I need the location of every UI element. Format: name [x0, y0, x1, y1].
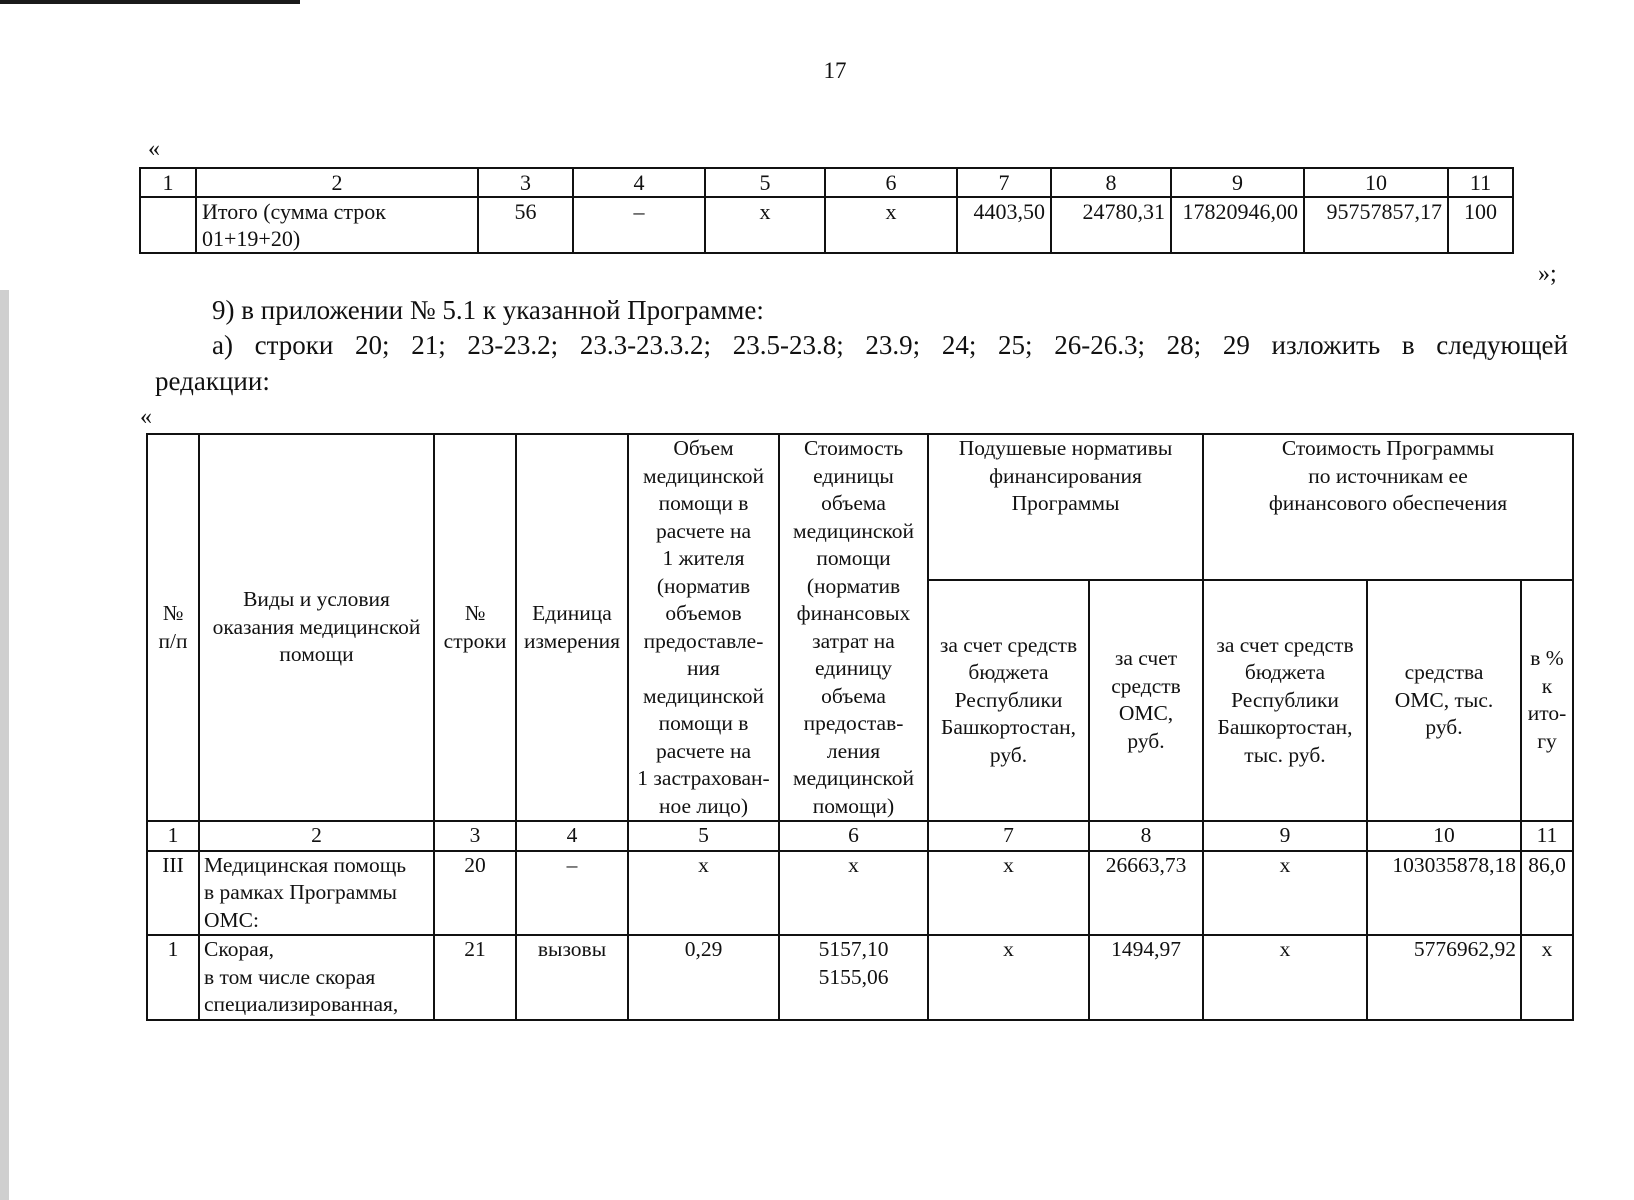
table-cell: x	[825, 197, 957, 253]
col-number: 2	[199, 821, 434, 851]
header-num	[147, 434, 199, 821]
header-line: №	[464, 601, 486, 625]
word: 24;	[941, 330, 977, 360]
col-number: 1	[147, 821, 199, 851]
table-cell	[779, 935, 928, 1020]
close-quote-1: »;	[1538, 261, 1557, 287]
header-line: бюджета	[968, 660, 1049, 685]
header-unit	[516, 434, 628, 821]
header-line: Виды и условия	[243, 587, 390, 612]
col-number: 6	[779, 821, 928, 851]
table-cell: III	[147, 851, 199, 936]
col-number: 9	[1203, 821, 1367, 851]
scan-edge-left	[0, 290, 9, 1200]
page-number: 17	[823, 58, 847, 83]
table-cell: 1494,97	[1089, 935, 1203, 1020]
table-cell: 21	[434, 935, 516, 1020]
table-cell: 86,0	[1521, 851, 1573, 936]
header-line: единицы	[813, 463, 894, 488]
header-line: Единица	[532, 601, 612, 625]
cell-line: Скорая,	[204, 937, 275, 961]
header-line: ное лицо)	[658, 793, 749, 818]
header-line: ито-	[1527, 701, 1567, 726]
header-line: Программы	[1011, 491, 1120, 515]
open-quote-1: «	[148, 136, 160, 162]
header-line: помощи)	[812, 793, 895, 818]
header-per-capita	[928, 434, 1203, 580]
table-cell: x	[705, 197, 825, 253]
header-line: предостав-	[803, 711, 904, 735]
header-line: руб.	[1127, 728, 1165, 753]
col-number: 3	[434, 821, 516, 851]
header-prog-budget	[1203, 580, 1367, 821]
table-cell: x	[928, 935, 1089, 1020]
header-line: помощи в	[658, 711, 749, 735]
open-quote-2: «	[140, 404, 152, 430]
table-cell: –	[516, 851, 628, 936]
header-cell: 7	[957, 168, 1051, 197]
header-prog-oms	[1367, 580, 1521, 821]
header-pc-oms	[1089, 580, 1203, 821]
header-line: Башкортостан,	[1217, 715, 1353, 740]
header-line: за счет	[1114, 646, 1178, 671]
header-cell: 11	[1448, 168, 1513, 197]
cell-line: Медицинская помощь	[204, 852, 407, 877]
word: 21;	[411, 330, 446, 360]
header-line: Подушевые нормативы	[958, 436, 1173, 460]
cell-line: 5157,10	[818, 937, 889, 961]
cell-line: ОМС:	[204, 907, 259, 932]
header-line: (норматив	[656, 573, 751, 598]
col-number: 10	[1367, 821, 1521, 851]
header-line: затрат на	[812, 628, 895, 653]
header-line: средства	[1404, 660, 1484, 685]
table-cell	[199, 851, 434, 936]
table-cell: 17820946,00	[1171, 197, 1304, 253]
header-line: по источникам ее	[1308, 463, 1468, 488]
header-line: ления	[826, 738, 881, 763]
header-cell: 6	[825, 168, 957, 197]
col-number: 5	[628, 821, 779, 851]
total-label-line: Итого (сумма строк	[202, 199, 386, 224]
header-line: объемов	[665, 601, 742, 625]
summary-table	[139, 167, 1514, 254]
header-line: финансовых	[796, 601, 911, 625]
header-types	[199, 434, 434, 821]
table-cell: 0,29	[628, 935, 779, 1020]
summary-total-row	[140, 197, 1513, 253]
header-line: ОМС, тыс.	[1394, 687, 1494, 712]
cell-line: в том числе скорая	[204, 964, 376, 989]
col-number: 7	[928, 821, 1089, 851]
word: 23-23.2;	[467, 330, 559, 360]
header-line: к	[1541, 673, 1553, 698]
paragraph-continuation: редакции:	[155, 366, 270, 396]
header-line: предоставле-	[643, 628, 764, 653]
header-line: помощи	[816, 546, 891, 570]
header-line: финансирования	[989, 463, 1142, 488]
header-line: медицинской	[793, 518, 914, 543]
cell-line: в рамках Программы	[204, 880, 398, 904]
header-cell: 5	[705, 168, 825, 197]
header-line: Объем	[673, 436, 734, 460]
header-line: Республики	[954, 687, 1063, 712]
header-line: медицинской	[643, 683, 764, 708]
table-cell: 103035878,18	[1367, 851, 1521, 936]
table-cell: x	[628, 851, 779, 936]
header-pc-budget	[928, 580, 1089, 821]
table-cell	[199, 935, 434, 1020]
table-cell: 1	[147, 935, 199, 1020]
header-line: объема	[821, 491, 886, 515]
header-row-no	[434, 434, 516, 821]
table-cell: x	[1521, 935, 1573, 1020]
header-cell: 8	[1051, 168, 1171, 197]
header-cell: 1	[140, 168, 196, 197]
header-cell: 9	[1171, 168, 1304, 197]
header-cell: 3	[478, 168, 573, 197]
header-line: гу	[1537, 728, 1557, 753]
table-cell: x	[1203, 935, 1367, 1020]
header-line: руб.	[1425, 715, 1463, 740]
cell-line: x	[848, 852, 859, 877]
table-cell: 20	[434, 851, 516, 936]
header-line: единицу	[815, 656, 892, 680]
header-line: №	[162, 601, 184, 625]
table-cell	[140, 197, 196, 253]
paragraph-item-9: 9) в приложении № 5.1 к указанной Программе:	[212, 295, 764, 325]
table-cell: вызовы	[516, 935, 628, 1020]
header-line: средств	[1111, 673, 1181, 698]
scan-edge-top	[0, 0, 300, 4]
header-line: ОМС,	[1118, 701, 1174, 726]
total-label-cell	[196, 197, 478, 253]
header-line: расчете на	[655, 738, 752, 763]
header-line: помощи в	[658, 491, 749, 515]
header-line: оказания медицинской	[212, 614, 421, 639]
table-cell: x	[1203, 851, 1367, 936]
word: 23.3-23.3.2;	[579, 330, 712, 360]
table-cell	[779, 851, 928, 936]
header-cost	[779, 434, 928, 821]
header-line: за счет средств	[1216, 632, 1354, 657]
table-cell: 56	[478, 197, 573, 253]
header-line: тыс. руб.	[1244, 742, 1326, 767]
cell-line: специализированная,	[204, 992, 399, 1016]
word: 23.5-23.8;	[732, 330, 844, 360]
paragraph-item-a	[212, 328, 1568, 362]
header-percent	[1521, 580, 1573, 821]
word: 26-26.3;	[1054, 330, 1145, 360]
col-number: 4	[516, 821, 628, 851]
word: а)	[212, 330, 233, 360]
header-line: ния	[687, 656, 720, 680]
word: изложить	[1271, 330, 1381, 360]
header-line: измерения	[523, 628, 621, 653]
table-row	[147, 935, 1573, 1020]
cell-line: 5155,06	[818, 964, 889, 989]
header-line: Стоимость Программы	[1281, 436, 1495, 460]
header-line: помощи	[279, 642, 354, 667]
header-line: Республики	[1231, 687, 1339, 712]
col-number: 8	[1089, 821, 1203, 851]
word: строки	[254, 330, 334, 360]
header-line: в %	[1530, 646, 1564, 671]
header-volume	[628, 434, 779, 821]
header-line: п/п	[158, 628, 188, 653]
table-cell: 24780,31	[1051, 197, 1171, 253]
word: следующей	[1436, 330, 1568, 360]
word: 28;	[1166, 330, 1202, 360]
column-number-row	[147, 821, 1573, 851]
table-cell: 5776962,92	[1367, 935, 1521, 1020]
header-line: 1 застрахован-	[637, 766, 770, 790]
financing-header-row	[147, 434, 1573, 580]
table-cell: 26663,73	[1089, 851, 1203, 936]
word: 25;	[998, 330, 1033, 360]
table-cell: x	[928, 851, 1089, 936]
header-program-cost	[1203, 434, 1573, 580]
header-cell: 2	[196, 168, 478, 197]
word: 23.9;	[865, 330, 921, 360]
word: 29	[1222, 330, 1250, 360]
table-row	[147, 851, 1573, 936]
table-cell: 4403,50	[957, 197, 1051, 253]
header-cell: 4	[573, 168, 705, 197]
header-line: руб.	[989, 742, 1028, 767]
header-line: за счет средств	[939, 632, 1078, 657]
header-line: медицинской	[793, 766, 914, 790]
table-cell: 95757857,17	[1304, 197, 1448, 253]
header-line: (норматив	[806, 573, 901, 598]
header-line: медицинской	[643, 463, 764, 488]
table-cell: –	[573, 197, 705, 253]
header-line: объема	[821, 683, 886, 708]
word: 20;	[355, 330, 390, 360]
header-line: финансового обеспечения	[1268, 491, 1508, 515]
header-line: Стоимость	[803, 436, 904, 460]
header-line: 1 жителя	[662, 546, 745, 570]
col-number: 11	[1521, 821, 1573, 851]
header-cell: 10	[1304, 168, 1448, 197]
word: в	[1401, 330, 1415, 360]
header-line: бюджета	[1244, 660, 1326, 685]
table-cell: 100	[1448, 197, 1513, 253]
total-label-line: 01+19+20)	[202, 226, 301, 251]
header-line: Башкортостан,	[940, 715, 1077, 740]
header-line: строки	[443, 628, 507, 653]
financing-table	[146, 433, 1574, 1021]
summary-table-header	[140, 168, 1513, 197]
header-line: расчете на	[655, 518, 752, 543]
